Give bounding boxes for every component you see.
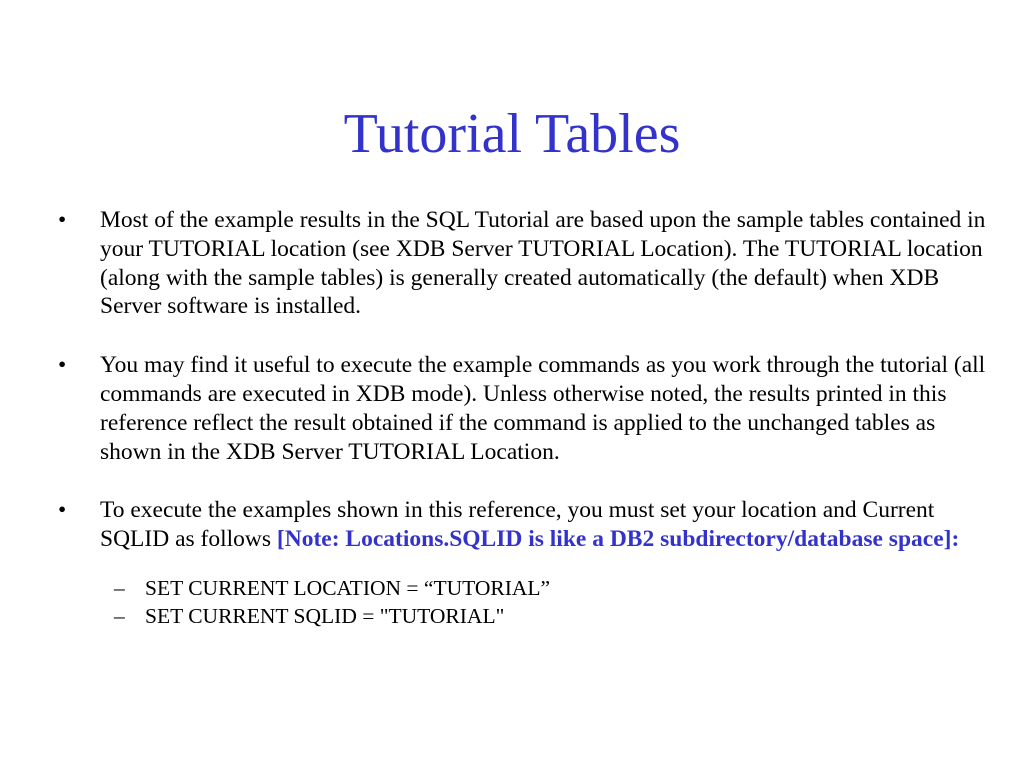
sub-bullet-item: [0, 602, 1024, 631]
bullet-item: [0, 496, 990, 554]
sub-bullet-text: SET CURRENT SQLID = "TUTORIAL": [145, 604, 505, 629]
bullet-item: [0, 351, 990, 466]
bullet-marker: •: [58, 352, 67, 379]
bullet-text: To execute the examples shown in this reference, you must set your location and Current SQLID as follows: [100, 497, 935, 553]
bullet-text: You may find it useful to execute the example commands as you work through the tutorial (all commands are executed in XDB mode). Unless otherwise noted, the results printed in this reference reflect the result obtained if the command is applied to the unchanged tables as shown in the XDB Server TUTORIAL Location.: [100, 352, 986, 465]
sub-bullet-marker: –: [114, 575, 125, 600]
sub-bullet-text: SET CURRENT LOCATION = “TUTORIAL”: [145, 575, 551, 600]
sub-bullet-item: [0, 574, 1024, 603]
slide-title: Tutorial Tables: [343, 103, 681, 165]
bullet-text: Most of the example results in the SQL Tutorial are based upon the sample tables contained in your TUTORIAL location (see XDB Server TUTORIAL Location). The TUTORIAL location (along with the sample tables) is generally created automatically (the default) when XDB Server software is installed.: [100, 207, 986, 320]
bullet-list: [0, 206, 1024, 631]
note-highlight: [Note: Locations.SQLID is like a DB2 subdirectory/database space]:: [276, 526, 960, 553]
sub-bullet-marker: –: [114, 604, 125, 629]
bullet-marker: •: [58, 207, 67, 233]
sub-bullet-list: [0, 574, 1024, 631]
bullet-item: [0, 206, 990, 321]
bullet-marker: •: [58, 497, 67, 524]
